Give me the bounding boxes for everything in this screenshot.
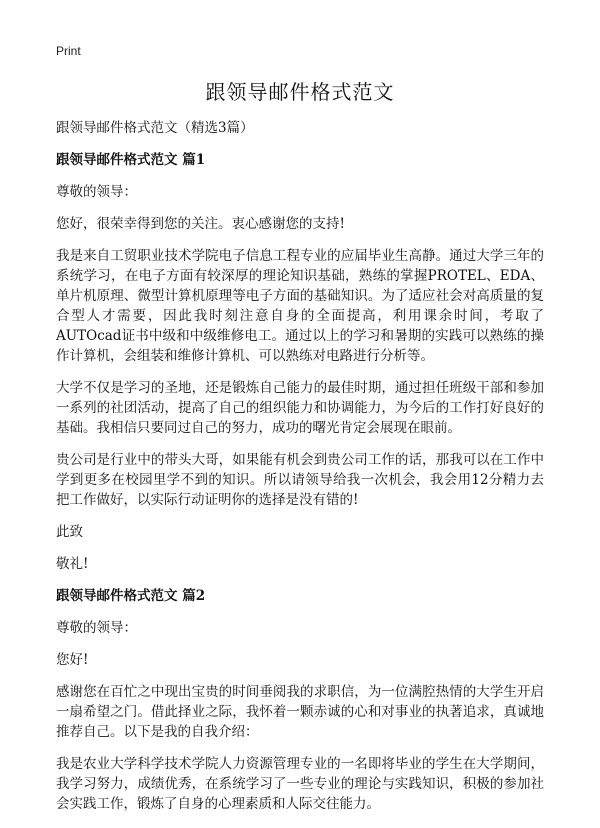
document-subtitle: 跟领导邮件格式范文（精选3篇）	[56, 120, 254, 136]
section-2-paragraph: 您好!	[56, 652, 89, 668]
section-1-paragraph: 大学不仅是学习的圣地，还是锻炼自己能力的最佳时期，通过担任班级干部和参加一系列的社团活动，提高了自己的组织能力和协调能力，为今后的工作打好良好的基础。我相信只要同过自己的努力，成功的曙光肯定会展现在眼前。	[56, 380, 544, 436]
print-label: Print	[56, 44, 81, 58]
section-2-paragraph: 我是农业大学科学技术学院人力资源管理专业的一名即将毕业的学生在大学期间，我学习努力，成绩优秀，在系统学习了一些专业的理论与实践知识，积极的参加社会实践工作，锻炼了自身的心理素质和人际交往能力。	[56, 756, 544, 812]
section-1-paragraph: 我是来自工贸职业技术学院电子信息工程专业的应届毕业生高静。通过大学三年的系统学习，在电子方面有较深厚的理论知识基础，熟练的掌握PROTEL、EDA、单片机原理、微型计算机原理等电子方面的基础知识。为了适应社会对高质量的复合型人才需要，因此我时刻注意自身的全面提高，利用课余时间，考取了AUTOcad证书中级和中级维修电工。通过以上的学习和暑期的实践可以熟练的操作计算机，会组装和维修计算机、可以熟练对电路进行分析等。	[56, 248, 544, 364]
section-1-heading: 跟领导邮件格式范文 篇1	[56, 152, 206, 168]
section-1-closing: 此致	[56, 524, 83, 540]
section-1-closing: 敬礼!	[56, 556, 89, 572]
section-1-paragraph: 您好，很荣幸得到您的关注。衷心感谢您的支持!	[56, 216, 345, 232]
section-1-paragraph: 贵公司是行业中的带头大哥，如果能有机会到贵公司工作的话，那我可以在工作中学到更多在校园里学不到的知识。所以请领导给我一次机会，我会用12分精力去把工作做好，以实际行动证明你的选择是没有错的!	[56, 452, 544, 508]
section-2-heading: 跟领导邮件格式范文 篇2	[56, 588, 206, 604]
section-2-paragraph: 感谢您在百忙之中现出宝贵的时间垂阅我的求职信，为一位满腔热情的大学生开启一扇希望之门。借此择业之际，我怀着一颗赤诚的心和对事业的执著追求，真诚地推荐自己。以下是我的自我介绍：	[56, 684, 544, 740]
document-title: 跟领导邮件格式范文	[205, 80, 395, 104]
section-2-greeting: 尊敬的领导：	[56, 620, 137, 636]
section-1-greeting: 尊敬的领导：	[56, 184, 137, 200]
